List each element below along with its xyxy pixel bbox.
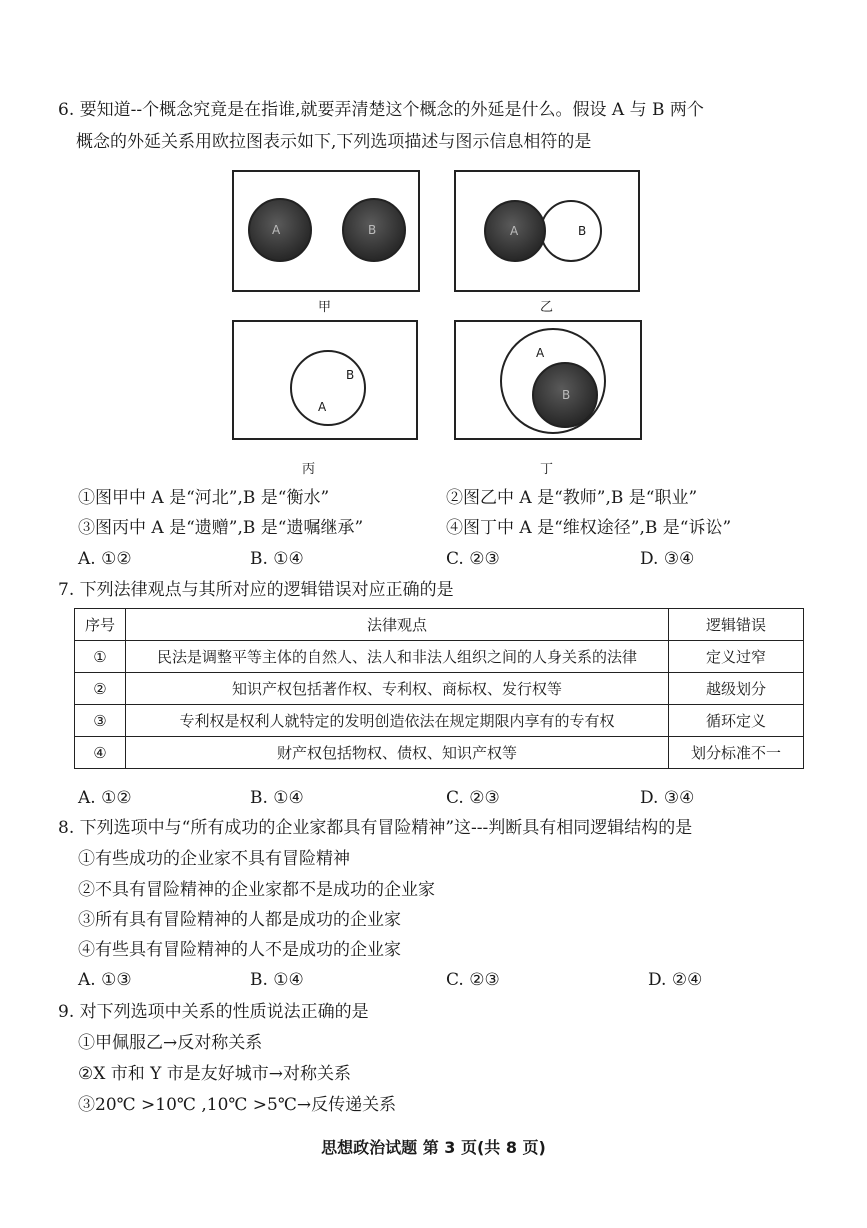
q8-option-4: ④有些具有冒险精神的人不是成功的企业家 [78,940,401,960]
row-logic-error: 划分标准不一 [669,737,804,769]
row-legal-view: 专利权是权利人就特定的发明创造依法在规定期限内享有的专有权 [126,705,669,737]
q8-stem: 8. 下列选项中与“所有成功的企业家都具有冒险精神”这---判断具有相同逻辑结构的是 [58,818,693,838]
table-row [75,673,804,705]
row-logic-error: 循环定义 [669,705,804,737]
circle-a [248,198,312,262]
diagram-label-bing: 丙 [302,462,316,477]
q8-choice-b: B. ①④ [250,970,304,990]
circle-b-label: B [578,224,587,238]
q9-stem: 9. 对下列选项中关系的性质说法正确的是 [58,1002,369,1022]
q6-choice-a: A. ①② [78,549,132,569]
diagram-label-jia: 甲 [318,300,332,315]
row-number: ④ [75,737,126,769]
diagram-label-yi: 乙 [540,300,554,315]
row-logic-error: 越级划分 [669,673,804,705]
q9-option-2: ②X 市和 Y 市是友好城市→对称关系 [78,1064,352,1084]
q6-option-2: ②图乙中 A 是“教师”,B 是“职业” [446,488,698,508]
table-header-row [75,609,804,641]
circle-b-label: B [346,368,355,382]
q9-option-3: ③20℃ >10℃ ,10℃ >5℃→反传递关系 [78,1095,397,1115]
euler-diagram-ding [454,320,642,440]
circle-b [342,198,406,262]
q8-option-3: ③所有具有冒险精神的人都是成功的企业家 [78,910,401,930]
table-row [75,705,804,737]
euler-diagram-jia [232,170,420,292]
q8-option-2: ②不具有冒险精神的企业家都不是成功的企业家 [78,880,435,900]
q6-choice-d: D. ③④ [640,549,695,569]
q7-table [74,608,804,769]
header-number: 序号 [75,609,126,641]
q6-stem-line2: 概念的外延关系用欧拉图表示如下,下列选项描述与图示信息相符的是 [76,132,592,152]
q6-option-3: ③图丙中 A 是“遗赠”,B 是“遗嘱继承” [78,518,364,538]
table-row [75,641,804,673]
circle-a-label: A [510,224,519,238]
q8-choice-a: A. ①③ [78,970,132,990]
circle-b [540,200,602,262]
q8-option-1: ①有些成功的企业家不具有冒险精神 [78,849,350,869]
circle-b-containing-a [290,350,366,426]
row-number: ③ [75,705,126,737]
circle-a-label: A [536,346,545,360]
circle-a [484,200,546,262]
diagram-label-ding: 丁 [540,462,554,477]
row-logic-error: 定义过窄 [669,641,804,673]
row-number: ① [75,641,126,673]
circle-b-label: B [368,223,377,237]
circle-b-inner [532,362,598,428]
euler-diagram-yi [454,170,640,292]
q7-choice-c: C. ②③ [446,788,500,808]
row-legal-view: 民法是调整平等主体的自然人、法人和非法人组织之间的人身关系的法律 [126,641,669,673]
q7-choice-b: B. ①④ [250,788,304,808]
circle-a-label: A [272,223,281,237]
q6-option-1: ①图甲中 A 是“河北”,B 是“衡水” [78,488,330,508]
q8-choice-d: D. ②④ [648,970,703,990]
table-row [75,737,804,769]
q7-choice-d: D. ③④ [640,788,695,808]
row-legal-view: 财产权包括物权、债权、知识产权等 [126,737,669,769]
q6-option-4: ④图丁中 A 是“维权途径”,B 是“诉讼” [446,518,732,538]
q9-option-1: ①甲佩服乙→反对称关系 [78,1033,263,1053]
header-logic-error: 逻辑错误 [669,609,804,641]
q7-stem: 7. 下列法律观点与其所对应的逻辑错误对应正确的是 [58,580,454,600]
q6-choice-b: B. ①④ [250,549,304,569]
header-legal-view: 法律观点 [126,609,669,641]
q8-choice-c: C. ②③ [446,970,500,990]
circle-b-label: B [562,388,571,402]
euler-diagram-bing [232,320,418,440]
q6-stem-line1: 6. 要知道--个概念究竟是在指谁,就要弄清楚这个概念的外延是什么。假设 A 与 B 两个 [58,100,704,120]
q7-choice-a: A. ①② [78,788,132,808]
page-footer: 思想政治试题 第 3 页(共 8 页) [321,1138,546,1157]
q6-choice-c: C. ②③ [446,549,500,569]
circle-a-label: A [318,400,327,414]
row-number: ② [75,673,126,705]
row-legal-view: 知识产权包括著作权、专利权、商标权、发行权等 [126,673,669,705]
